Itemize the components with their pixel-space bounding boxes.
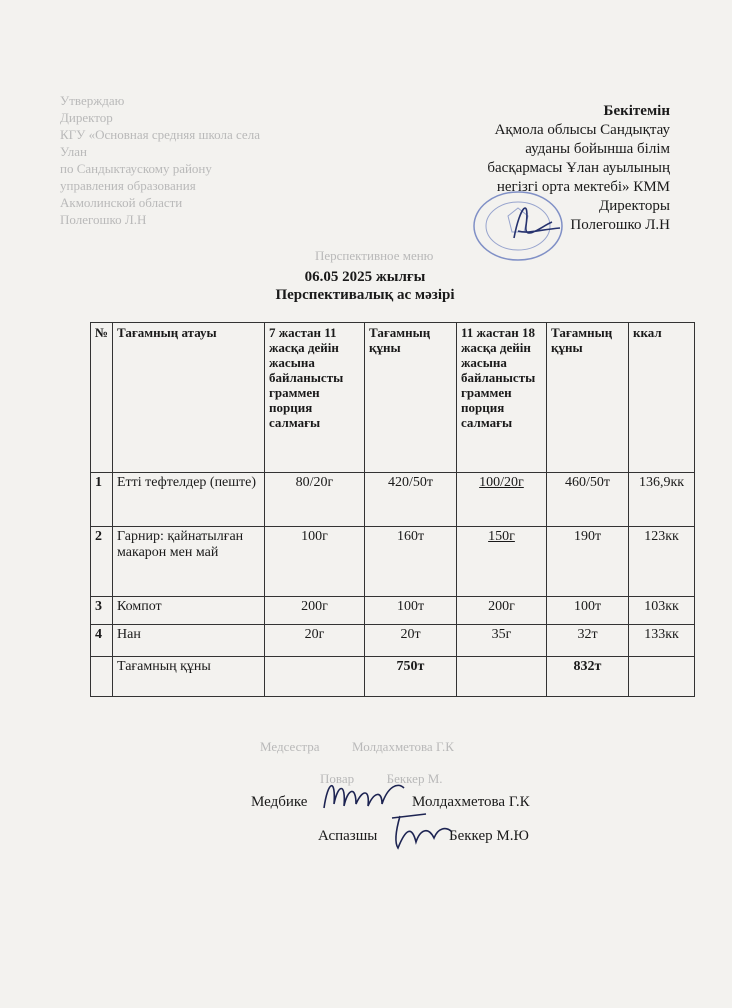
- cook-name: Беккер М.Ю: [449, 828, 529, 844]
- bleed-line: Утверждаю: [60, 93, 125, 108]
- row-weight-7-11: 200г: [265, 597, 365, 625]
- table-row: [91, 625, 695, 657]
- nurse-role: Медбике: [251, 794, 308, 810]
- table-row: [91, 473, 695, 527]
- approval-line: Ақмола облысы Сандықтау: [494, 122, 670, 138]
- menu-table: [90, 322, 695, 697]
- row-weight-7-11: 20г: [265, 625, 365, 657]
- approval-line: ауданы бойынша білім: [525, 141, 670, 157]
- bleed-line: по Сандыктаускому району: [60, 161, 212, 176]
- cook-signature-icon: [386, 808, 456, 854]
- table-row: [91, 597, 695, 625]
- total-empty: [629, 657, 695, 697]
- row-price-11-18: 190т: [547, 527, 629, 597]
- approval-line: Полегошко Л.Н: [570, 217, 670, 233]
- row-number: 4: [91, 625, 113, 657]
- row-dish-name: Гарнир: қайнатылған макарон мен май: [113, 527, 265, 597]
- row-price-7-11: 160т: [365, 527, 457, 597]
- row-weight-7-11: 100г: [265, 527, 365, 597]
- bleed-through-nurse: [260, 738, 454, 755]
- row-dish-name: Компот: [113, 597, 265, 625]
- total-empty: [265, 657, 365, 697]
- row-price-7-11: 100т: [365, 597, 457, 625]
- bleed-through-title: Перспективное меню: [315, 248, 434, 263]
- cook-role: Аспазшы: [318, 828, 378, 844]
- header-dish-name: Тағамның атауы: [113, 323, 265, 473]
- header-price-11-18: Тағамның құны: [547, 323, 629, 473]
- document-title: [240, 268, 490, 304]
- approval-line: басқармасы Ұлан ауылының: [487, 160, 670, 176]
- header-kcal: ккал: [629, 323, 695, 473]
- nurse-name: Молдахметова Г.К: [412, 794, 530, 810]
- row-number: 1: [91, 473, 113, 527]
- row-number: 3: [91, 597, 113, 625]
- row-weight-11-18: 150г: [457, 527, 547, 597]
- total-empty: [457, 657, 547, 697]
- row-weight-11-18: 100/20г: [457, 473, 547, 527]
- row-dish-name: Нан: [113, 625, 265, 657]
- bleed-nurse-role: Медсестра: [260, 739, 320, 754]
- row-price-11-18: 32т: [547, 625, 629, 657]
- bleed-line: управления образования: [60, 178, 196, 193]
- row-kcal: 123кк: [629, 527, 695, 597]
- header-price-7-11: Тағамның құны: [365, 323, 457, 473]
- header-weight-11-18: 11 жастан 18 жасқа дейін жасына байланысты граммен порция салмағы: [457, 323, 547, 473]
- bleed-line: Директор: [60, 110, 113, 125]
- bleed-line: КГУ «Основная средняя школа села: [60, 127, 260, 142]
- bleed-nurse-name: Молдахметова Г.К: [352, 739, 454, 754]
- total-empty: [91, 657, 113, 697]
- approval-line: Директоры: [599, 198, 670, 214]
- row-kcal: 136,9кк: [629, 473, 695, 527]
- header-weight-7-11: 7 жастан 11 жасқа дейін жасына байланысты граммен порция салмағы: [265, 323, 365, 473]
- total-price-7-11: 750т: [365, 657, 457, 697]
- row-kcal: 133кк: [629, 625, 695, 657]
- bleed-line: Полегошко Л.Н: [60, 212, 147, 227]
- row-dish-name: Етті тефтелдер (пеште): [113, 473, 265, 527]
- row-price-7-11: 420/50т: [365, 473, 457, 527]
- title-date: 06.05 2025 жылғы: [304, 269, 426, 285]
- bleed-cook-name: Беккер М.: [386, 771, 443, 786]
- table-header-row: [91, 323, 695, 473]
- row-number: 2: [91, 527, 113, 597]
- row-price-11-18: 100т: [547, 597, 629, 625]
- stamp-seal-icon: [468, 186, 578, 266]
- total-price-11-18: 832т: [547, 657, 629, 697]
- title-name: Перспективалық ас мәзірі: [275, 287, 455, 303]
- row-price-7-11: 20т: [365, 625, 457, 657]
- total-label: Тағамның құны: [113, 657, 265, 697]
- row-weight-11-18: 35г: [457, 625, 547, 657]
- bleed-through-approval: [60, 92, 260, 228]
- approval-heading: Бекітемін: [603, 103, 670, 119]
- bleed-line: Улан: [60, 144, 87, 159]
- table-total-row: [91, 657, 695, 697]
- row-weight-11-18: 200г: [457, 597, 547, 625]
- row-kcal: 103кк: [629, 597, 695, 625]
- table-row: [91, 527, 695, 597]
- row-weight-7-11: 80/20г: [265, 473, 365, 527]
- bleed-line: Акмолинской области: [60, 195, 183, 210]
- row-price-11-18: 460/50т: [547, 473, 629, 527]
- bleed-cook-role: Повар: [320, 771, 355, 786]
- header-number: №: [91, 323, 113, 473]
- approval-line: негізгі орта мектебі» КММ: [496, 179, 670, 195]
